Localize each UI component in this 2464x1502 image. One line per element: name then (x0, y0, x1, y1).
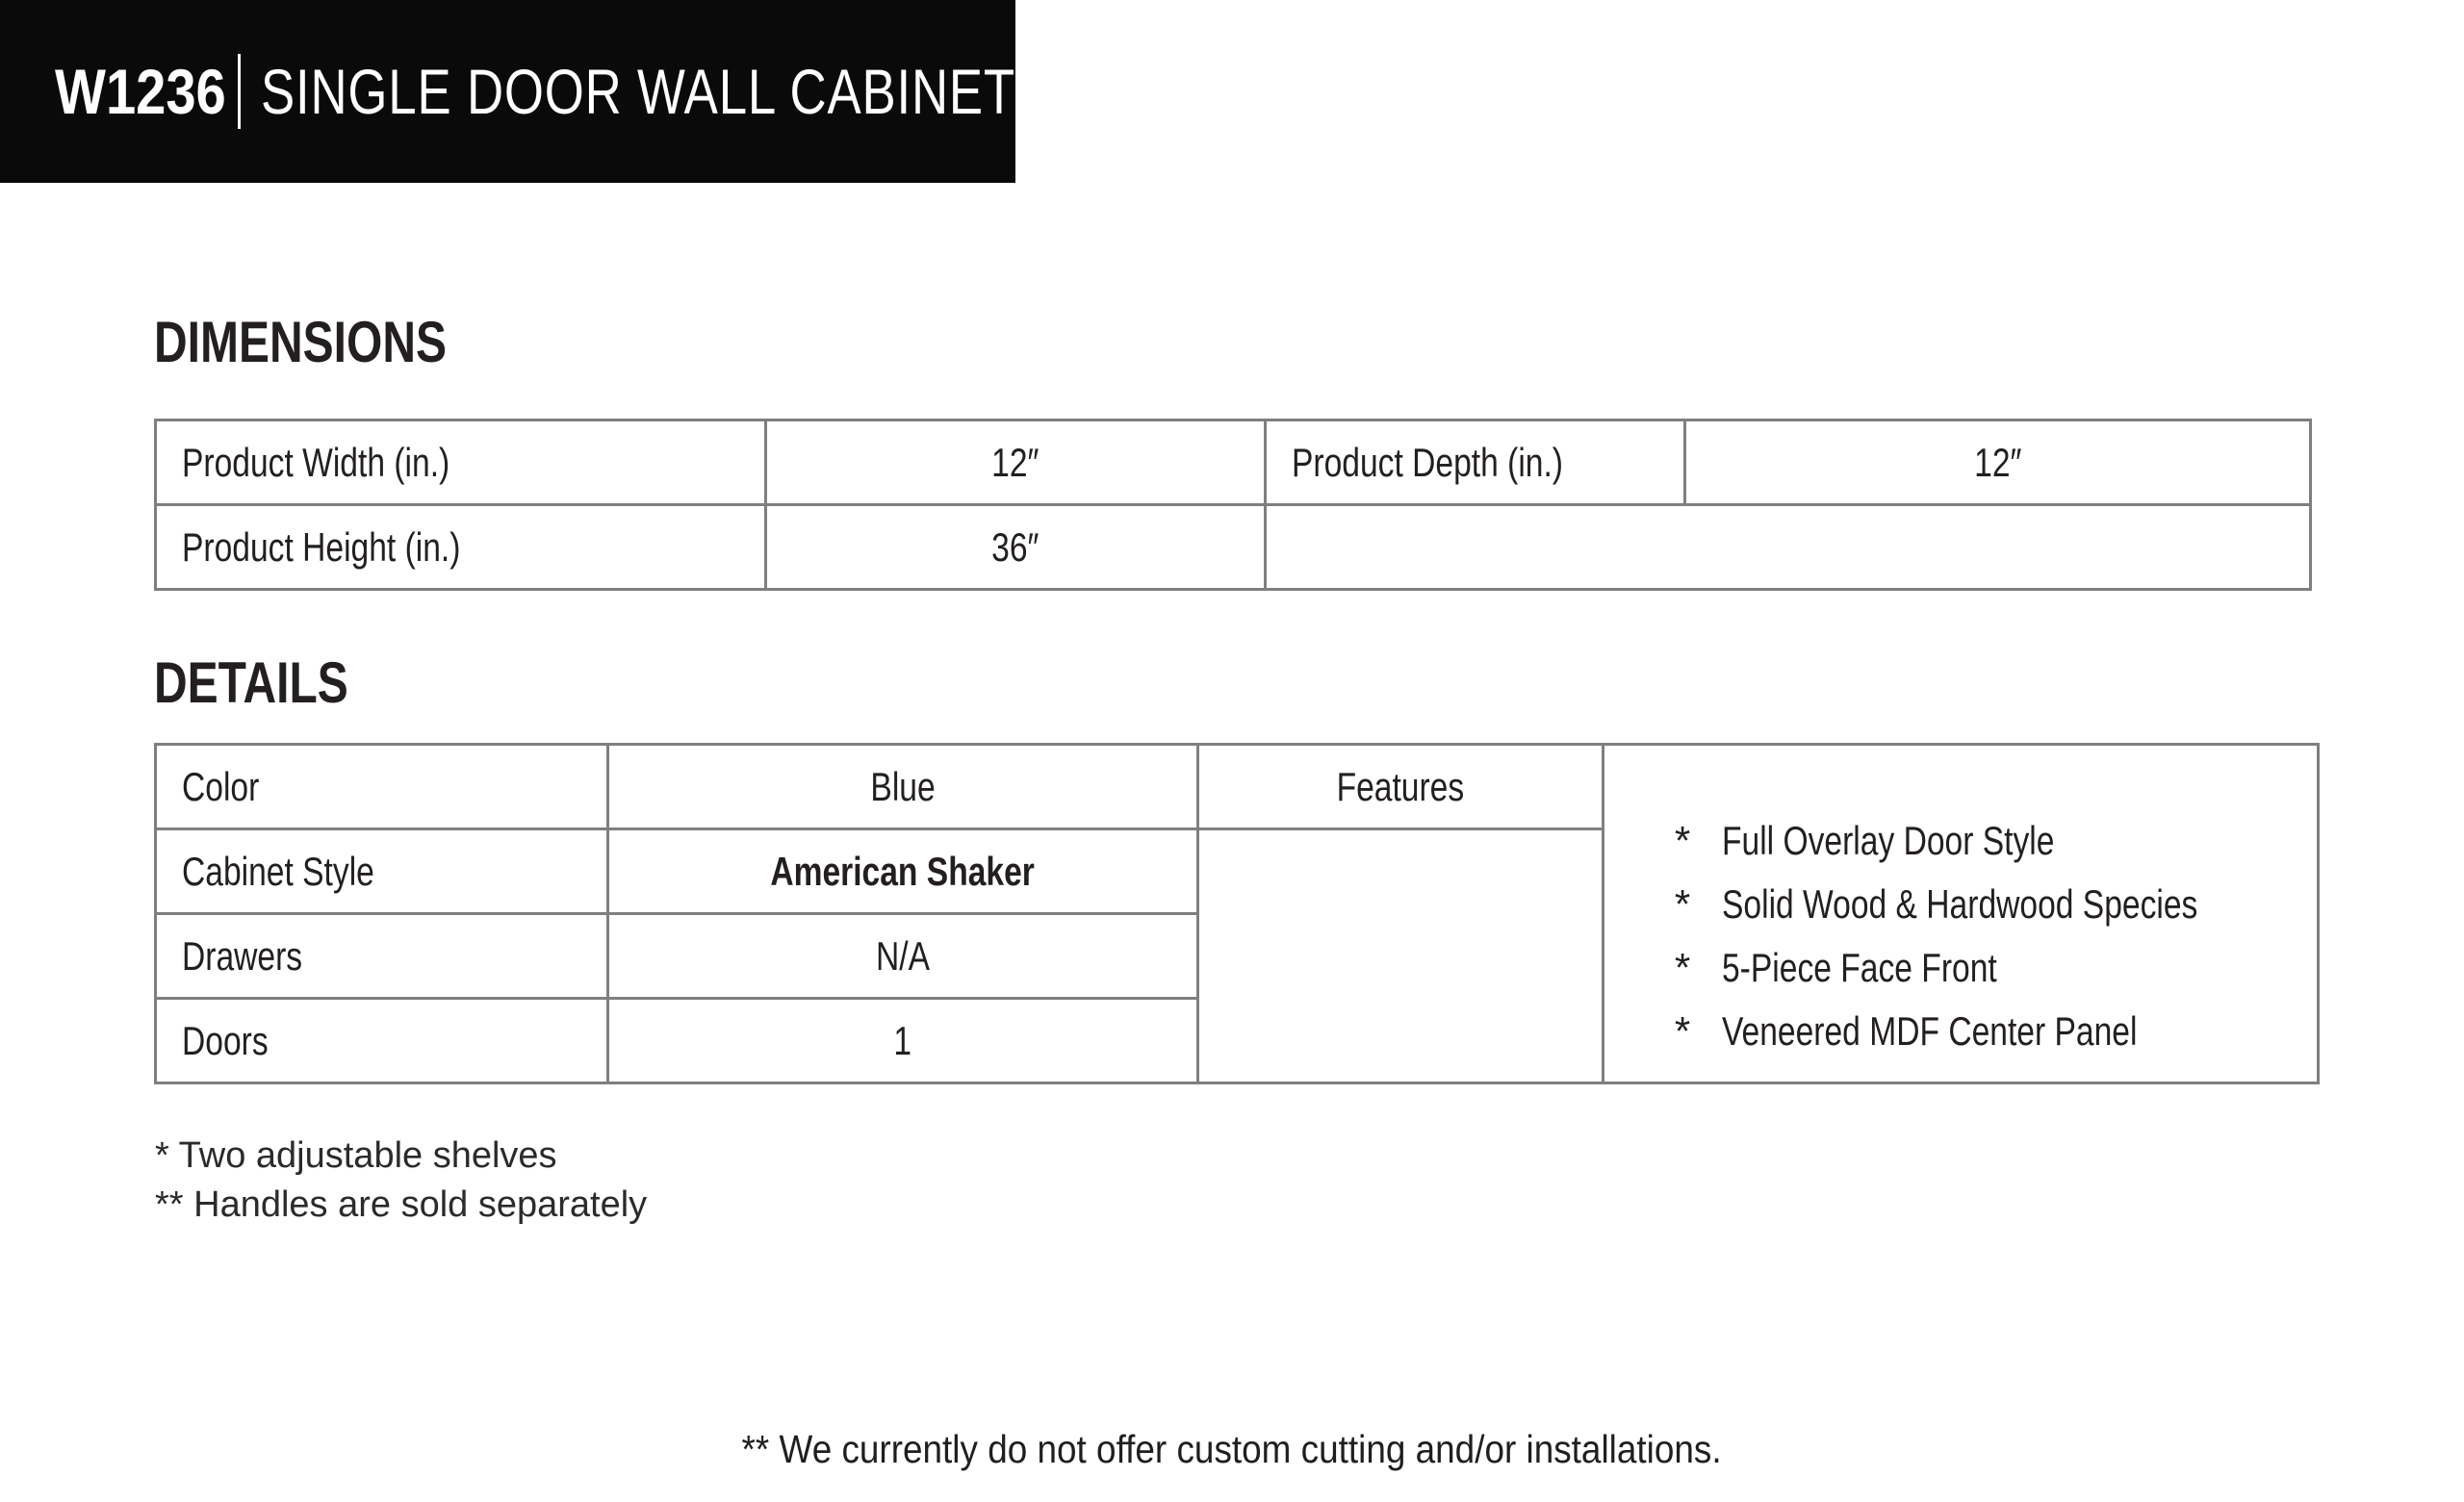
details-table (154, 743, 2320, 1084)
detail-label-cabinet-style: Cabinet Style (156, 829, 608, 914)
asterisk-bullet: * (1674, 944, 1691, 990)
product-name-text: SINGLE DOOR WALL CABINET (261, 56, 1015, 127)
feature-item: * Full Overlay Door Style (1672, 809, 2317, 873)
footnotes (155, 1132, 647, 1230)
features-list (1604, 765, 2317, 1063)
detail-value-doors: 1 (608, 999, 1198, 1083)
bottom-disclaimer: ** We currently do not offer custom cutting and/or installations. (741, 1427, 1723, 1471)
dimensions-table (154, 419, 2312, 591)
dimension-label-width: Product Width (in.) (156, 420, 766, 505)
feature-item: * Veneered MDF Center Panel (1672, 1000, 2317, 1063)
detail-value-drawers: N/A (608, 914, 1198, 999)
dimensions-heading: DIMENSIONS (154, 310, 448, 374)
table-row (156, 505, 2311, 590)
detail-label-drawers: Drawers (156, 914, 608, 999)
asterisk-bullet: * (1674, 817, 1691, 863)
product-banner (0, 0, 1015, 183)
product-model (55, 0, 256, 183)
dimension-value-depth: 12″ (1685, 420, 2311, 505)
dimension-label-height: Product Height (in.) (156, 505, 766, 590)
dimension-label-depth: Product Depth (in.) (1266, 420, 1685, 505)
feature-item: * 5-Piece Face Front (1672, 936, 2317, 1000)
table-row (156, 745, 2319, 829)
empty-table-area (1266, 505, 2311, 590)
footnote-shelves: * Two adjustable shelves (155, 1135, 557, 1176)
product-model-text: W1236 (55, 56, 226, 127)
banner-divider (238, 54, 241, 129)
details-heading: DETAILS (154, 650, 348, 715)
asterisk-bullet: * (1674, 1007, 1691, 1054)
features-header-cell: Features (1198, 745, 1604, 829)
detail-label-color: Color (156, 745, 608, 829)
dimension-value-height: 36″ (766, 505, 1266, 590)
dimension-value-width: 12″ (766, 420, 1266, 505)
detail-label-doors: Doors (156, 999, 608, 1083)
table-row (156, 420, 2311, 505)
empty-cell (1198, 829, 1604, 1083)
detail-value-cabinet-style: American Shaker (608, 829, 1198, 914)
features-list-cell (1604, 745, 2319, 1083)
asterisk-bullet: * (1674, 880, 1691, 927)
detail-value-color: Blue (608, 745, 1198, 829)
feature-item: * Solid Wood & Hardwood Species (1672, 873, 2317, 936)
product-name (261, 0, 1204, 183)
footnote-handles: ** Handles are sold separately (155, 1184, 648, 1225)
